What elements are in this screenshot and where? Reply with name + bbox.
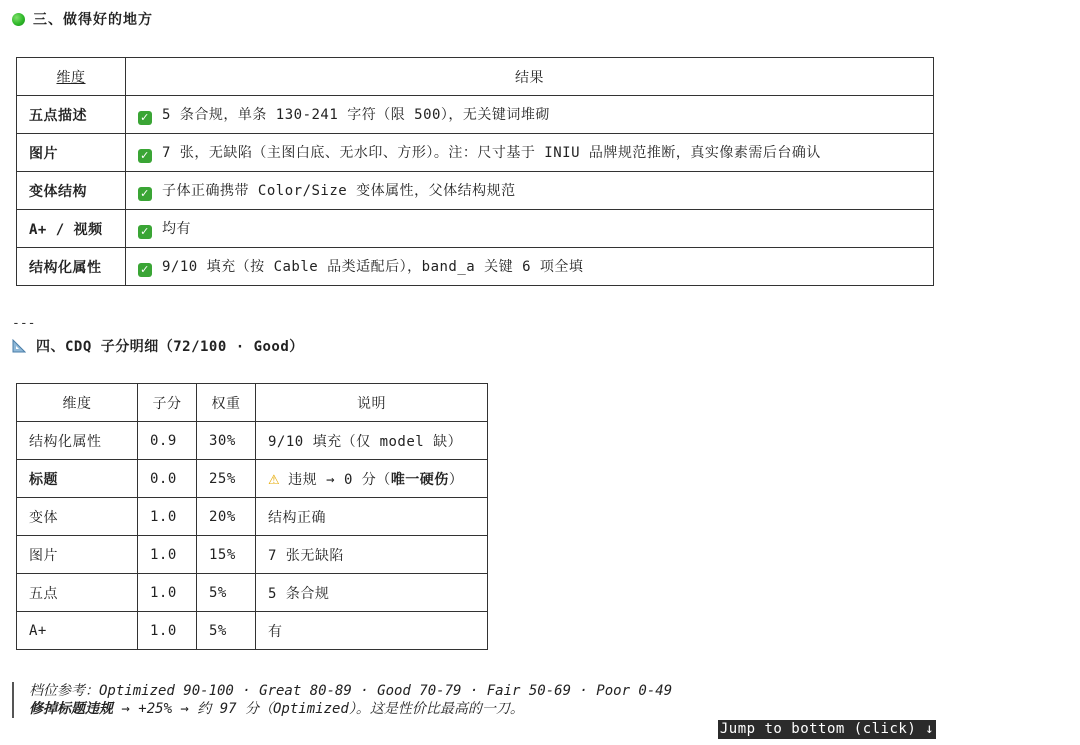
table-row	[17, 460, 488, 498]
row-result	[126, 210, 934, 248]
check-icon: ✓	[138, 263, 152, 277]
result-text: 9/10 填充（按 Cable 品类适配后），band_a 关键 6 项全填	[162, 259, 584, 275]
row-dimension: 变体	[17, 498, 138, 536]
table-row	[17, 248, 934, 286]
row-weight: 5%	[197, 574, 256, 612]
table-row	[17, 172, 934, 210]
result-text: 均有	[162, 221, 191, 237]
row-weight: 5%	[197, 612, 256, 650]
row-result	[126, 172, 934, 210]
quote-bold: 修掉标题违规	[29, 701, 113, 717]
table-row	[17, 422, 488, 460]
jump-to-bottom-button[interactable]: Jump to bottom (click) ↓	[719, 721, 935, 737]
row-score: 1.0	[138, 574, 197, 612]
check-icon: ✓	[138, 187, 152, 201]
check-icon: ✓	[138, 111, 152, 125]
row-weight: 20%	[197, 498, 256, 536]
note-text: 违规 → 0 分（	[288, 471, 391, 488]
row-weight: 25%	[197, 460, 256, 498]
row-note: 结构正确	[256, 498, 488, 536]
column-header-dimension: 维度	[17, 58, 126, 96]
column-header-weight: 权重	[197, 384, 256, 422]
separator: ---	[12, 316, 36, 331]
table-row	[17, 210, 934, 248]
table-header-row	[17, 384, 488, 422]
row-weight: 15%	[197, 536, 256, 574]
section-4-heading	[12, 336, 304, 356]
table-row	[17, 96, 934, 134]
row-note: 7 张无缺陷	[256, 536, 488, 574]
note-bold-text: 唯一硬伤	[390, 471, 449, 488]
table-header-row	[17, 58, 934, 96]
result-text: 7 张，无缺陷（主图白底、无水印、方形）。注：尺寸基于 INIU 品牌规范推断，真实像素需后台确认	[162, 145, 821, 161]
table-row	[17, 536, 488, 574]
column-header-note: 说明	[256, 384, 488, 422]
column-header-dimension: 维度	[17, 384, 138, 422]
row-dimension: 结构化属性	[17, 248, 126, 286]
section-3-heading	[12, 10, 153, 28]
check-icon: ✓	[138, 149, 152, 163]
result-text: 子体正确携带 Color/Size 变体属性，父体结构规范	[162, 183, 516, 199]
table-row	[17, 134, 934, 172]
row-dimension: 图片	[17, 536, 138, 574]
section-4-title: 四、CDQ 子分明细（72/100 · Good）	[36, 339, 304, 355]
result-text: 5 条合规，单条 130-241 字符（限 500），无关键词堆砌	[162, 107, 550, 123]
row-score: 1.0	[138, 612, 197, 650]
row-note: 5 条合规	[256, 574, 488, 612]
green-circle-icon	[12, 13, 25, 26]
grade-reference-quote	[12, 682, 672, 718]
section-3-title: 三、做得好的地方	[33, 12, 153, 28]
row-dimension: 五点	[17, 574, 138, 612]
row-dimension: A+	[17, 612, 138, 650]
row-dimension: 变体结构	[17, 172, 126, 210]
row-dimension: A+ / 视频	[17, 210, 126, 248]
row-note	[256, 460, 488, 498]
cdq-score-table	[16, 383, 488, 650]
strengths-table	[16, 57, 934, 286]
quote-line-2	[29, 700, 672, 718]
row-result	[126, 248, 934, 286]
row-result	[126, 96, 934, 134]
row-dimension: 标题	[17, 460, 138, 498]
row-score: 1.0	[138, 498, 197, 536]
quote-line-1: 档位参考：Optimized 90-100 · Great 80-89 · Good 70-79 · Fair 50-69 · Poor 0-49	[29, 683, 673, 699]
row-note: 9/10 填充（仅 model 缺）	[256, 422, 488, 460]
note-text-end: ）	[448, 471, 464, 488]
row-score: 1.0	[138, 536, 197, 574]
row-dimension: 结构化属性	[17, 422, 138, 460]
row-weight: 30%	[197, 422, 256, 460]
table-row	[17, 574, 488, 612]
row-score: 0.9	[138, 422, 197, 460]
row-dimension: 五点描述	[17, 96, 126, 134]
row-note: 有	[256, 612, 488, 650]
table-row	[17, 612, 488, 650]
warning-icon: ⚠	[268, 472, 281, 488]
row-dimension: 图片	[17, 134, 126, 172]
row-score: 0.0	[138, 460, 197, 498]
triangular-ruler-icon	[12, 339, 26, 353]
quote-rest: → +25% → 约 97 分（Optimized）。这是性价比最高的一刀。	[113, 701, 524, 717]
row-result	[126, 134, 934, 172]
table-row	[17, 498, 488, 536]
column-header-score: 子分	[138, 384, 197, 422]
check-icon: ✓	[138, 225, 152, 239]
column-header-result: 结果	[126, 58, 934, 96]
